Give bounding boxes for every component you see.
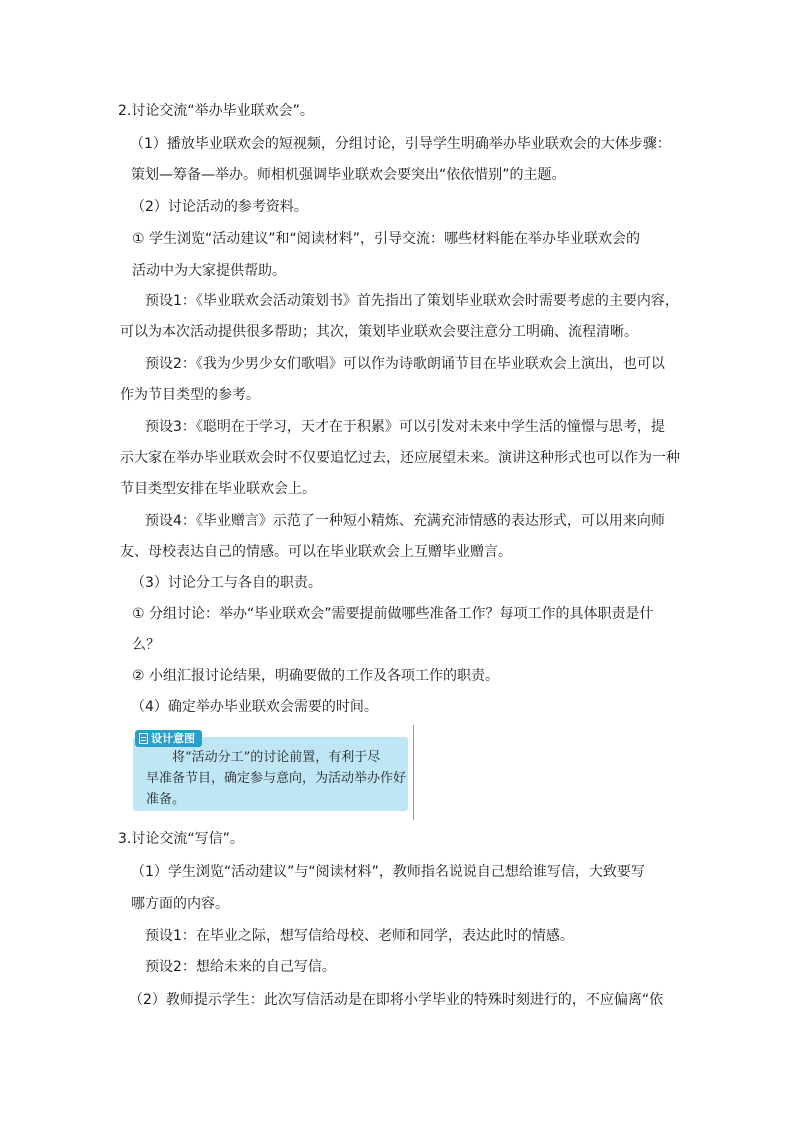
paragraph-line: 作为节目类型的参考。: [120, 387, 260, 403]
paragraph-line: ② 小组汇报讨论结果，明确要做的工作及各项工作的职责。: [132, 668, 499, 684]
section-heading: 3.讨论交流“写信”。: [118, 831, 244, 847]
paragraph-line: 友、母校表达自己的情感。可以在毕业联欢会上互赠毕业赠言。: [120, 544, 512, 560]
paragraph-line: （2）讨论活动的参考资料。: [131, 199, 308, 215]
paragraph-line: （4）确定举办毕业联欢会需要的时间。: [131, 699, 378, 715]
design-intent-badge: [135, 730, 202, 747]
design-intent-line: 早准备节目，确定参与意向，为活动举办作好: [146, 771, 407, 786]
paragraph-line: ① 分组讨论：举办“毕业联欢会”需要提前做哪些准备工作？每项工作的具体职责是什: [132, 606, 654, 622]
paragraph-line: 节目类型安排在毕业联欢会上。: [120, 481, 316, 497]
design-intent-box: [133, 732, 408, 811]
paragraph-line: 么？: [132, 637, 160, 653]
design-intent-label: 设计意图: [151, 732, 195, 745]
paragraph-line: 预设3：《聪明在于学习，天才在于积累》可以引发对未来中学生活的憧憬与思考，提: [145, 419, 665, 435]
paragraph-line: 预设4：《毕业赠言》示范了一种短小精炼、充满充沛情感的表达形式，可以用来向师: [145, 513, 665, 529]
paragraph-line: 预设1：在毕业之际，想写信给母校、老师和同学，表达此时的情感。: [145, 928, 574, 944]
paragraph-line: 预设2：《我为少男少女们歌唱》可以作为诗歌朗诵节目在毕业联欢会上演出，也可以: [145, 356, 665, 372]
paragraph-line: 预设1：《毕业联欢会活动策划书》首先指出了策划毕业联欢会时需要考虑的主要内容，: [145, 293, 679, 309]
paragraph-line: （1）学生浏览“活动建议”与“阅读材料”，教师指名说说自己想给谁写信，大致要写: [131, 864, 645, 880]
paragraph-line: 可以为本次活动提供很多帮助；其次，策划毕业联欢会要注意分工明确、流程清晰。: [120, 324, 638, 340]
paragraph-line: 预设2：想给未来的自己写信。: [145, 959, 336, 975]
design-intent-text: [146, 747, 407, 810]
paragraph-line: 哪方面的内容。: [131, 896, 229, 912]
paragraph-line: （3）讨论分工与各自的职责。: [131, 575, 322, 591]
section-heading: 2.讨论交流“举办毕业联欢会”。: [118, 103, 314, 119]
paragraph-line: 策划—筹备—举办。师相机强调毕业联欢会要突出“依依惜别”的主题。: [131, 167, 566, 183]
design-intent-line: 准备。: [146, 792, 186, 807]
document-icon: [139, 733, 148, 744]
paragraph-line: （1）播放毕业联欢会的短视频，分组讨论，引导学生明确举办毕业联欢会的大体步骤：: [130, 136, 671, 152]
vertical-divider: [413, 725, 414, 820]
paragraph-line: （2）教师提示学生：此次写信活动是在即将小学毕业的特殊时刻进行的，不应偏离“依: [129, 992, 664, 1008]
design-intent-line: 将“活动分工”的讨论前置，有利于尽: [172, 750, 381, 765]
paragraph-line: 示大家在举办毕业联欢会时不仅要追忆过去，还应展望未来。演讲这种形式也可以作为一种: [120, 450, 680, 466]
paragraph-line: 活动中为大家提供帮助。: [132, 263, 286, 279]
paragraph-line: ① 学生浏览“活动建议”和“阅读材料”，引导交流：哪些材料能在举办毕业联欢会的: [132, 231, 641, 247]
